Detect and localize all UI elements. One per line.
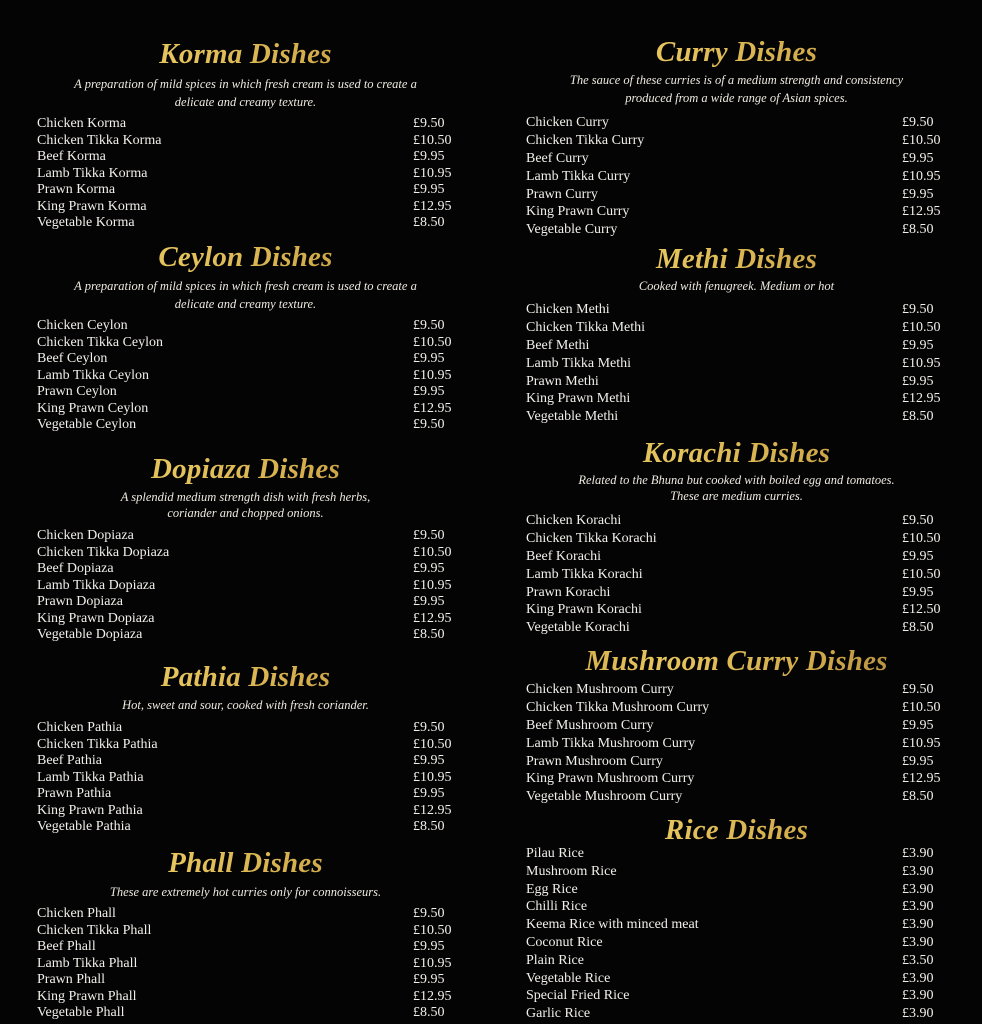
dish-row bbox=[0, 199, 491, 216]
dish-row bbox=[0, 417, 491, 434]
dish-row bbox=[491, 952, 982, 970]
dish-price: £9.50 bbox=[902, 682, 934, 697]
dish-row bbox=[491, 619, 982, 637]
dish-name: Prawn Curry bbox=[526, 186, 598, 202]
dish-price: £12.95 bbox=[902, 204, 941, 220]
dish-price: £9.50 bbox=[413, 116, 445, 131]
dish-name: Lamb Tikka Pathia bbox=[37, 769, 144, 785]
dish-name: Chicken Tikka Dopiaza bbox=[37, 544, 170, 560]
dish-price: £3.90 bbox=[902, 988, 934, 1004]
dish-row bbox=[491, 203, 982, 221]
dish-price: £12.95 bbox=[413, 802, 452, 818]
dish-row bbox=[0, 401, 491, 418]
dish-price: £8.50 bbox=[413, 819, 445, 834]
dish-price: £10.50 bbox=[413, 736, 452, 752]
section-title: Ceylon Dishes bbox=[0, 241, 491, 273]
section-description: A preparation of mild spices in which fresh cream is used to create a delicate and creamy texture. bbox=[74, 279, 417, 311]
dish-row bbox=[491, 512, 982, 530]
dish-row bbox=[491, 735, 982, 753]
dish-list bbox=[0, 116, 491, 232]
dish-price: £10.95 bbox=[902, 735, 941, 751]
dish-row bbox=[491, 881, 982, 899]
dish-row bbox=[491, 584, 982, 602]
dish-row bbox=[0, 335, 491, 352]
dish-name: King Prawn Korma bbox=[37, 198, 147, 214]
dish-price: £10.50 bbox=[902, 699, 941, 715]
dish-price: £10.50 bbox=[902, 530, 941, 546]
dish-name: Vegetable Dopiaza bbox=[37, 627, 143, 642]
dish-name: Chicken Tikka Korma bbox=[37, 132, 162, 148]
dish-row bbox=[0, 528, 491, 545]
dish-name: King Prawn Curry bbox=[526, 204, 630, 220]
dish-price: £12.50 bbox=[902, 602, 941, 618]
dish-name: Chicken Korma bbox=[37, 116, 127, 131]
dish-row bbox=[491, 681, 982, 699]
section-description: Cooked with fenugreek. Medium or hot bbox=[638, 279, 835, 293]
dish-price: £9.95 bbox=[413, 594, 445, 609]
dish-name: Plain Rice bbox=[526, 952, 584, 968]
section-title: Mushroom Curry Dishes bbox=[491, 645, 982, 677]
dish-row bbox=[491, 753, 982, 771]
dish-row bbox=[491, 530, 982, 548]
dish-name: Beef Curry bbox=[526, 150, 589, 166]
dish-name: Chicken Dopiaza bbox=[37, 528, 134, 543]
dish-price: £9.50 bbox=[413, 720, 445, 735]
dish-row bbox=[491, 150, 982, 168]
dish-name: Chicken Mushroom Curry bbox=[526, 682, 674, 697]
dish-price: £8.50 bbox=[902, 409, 934, 425]
dish-row bbox=[491, 845, 982, 863]
dish-price: £12.95 bbox=[413, 988, 452, 1004]
dish-price: £9.95 bbox=[902, 373, 934, 389]
dish-name: Prawn Korachi bbox=[526, 584, 611, 600]
dish-name: Lamb Tikka Methi bbox=[526, 355, 632, 371]
dish-list bbox=[0, 906, 491, 1022]
dish-row bbox=[0, 770, 491, 787]
dish-name: Chicken Tikka Pathia bbox=[37, 736, 158, 752]
dish-price: £9.50 bbox=[413, 318, 445, 333]
dish-price: £12.95 bbox=[902, 391, 941, 407]
dish-name: Prawn Dopiaza bbox=[37, 594, 123, 609]
dish-name: Lamb Tikka Dopiaza bbox=[37, 577, 156, 593]
dish-price: £9.95 bbox=[413, 351, 445, 366]
dish-name: Beef Korachi bbox=[526, 548, 602, 564]
dish-price: £3.90 bbox=[902, 846, 934, 861]
menu-section-pathia bbox=[0, 661, 491, 841]
dish-price: £9.50 bbox=[413, 906, 445, 921]
dish-name: Beef Ceylon bbox=[37, 351, 108, 366]
dish-name: Vegetable Korachi bbox=[526, 620, 630, 636]
dish-name: Beef Mushroom Curry bbox=[526, 717, 654, 733]
section-title: Methi Dishes bbox=[491, 243, 982, 275]
dish-list bbox=[491, 681, 982, 806]
dish-price: £8.50 bbox=[413, 1005, 445, 1020]
dish-name: King Prawn Ceylon bbox=[37, 400, 149, 416]
dish-name: King Prawn Methi bbox=[526, 391, 631, 407]
dish-row bbox=[491, 548, 982, 566]
section-title: Curry Dishes bbox=[491, 36, 982, 68]
dish-name: Egg Rice bbox=[526, 881, 578, 897]
dish-row bbox=[491, 916, 982, 934]
dish-price: £3.90 bbox=[902, 917, 934, 933]
dish-row bbox=[0, 545, 491, 562]
dish-row bbox=[0, 594, 491, 611]
menu-section-korma bbox=[0, 38, 491, 238]
dish-row bbox=[0, 737, 491, 754]
dish-price: £3.90 bbox=[902, 899, 934, 915]
menu-section-korachi bbox=[491, 437, 982, 637]
dish-price: £9.95 bbox=[902, 150, 934, 166]
dish-price: £9.95 bbox=[902, 717, 934, 733]
dish-row bbox=[0, 906, 491, 923]
dish-name: Vegetable Phall bbox=[37, 1005, 125, 1020]
dish-name: Lamb Tikka Curry bbox=[526, 168, 631, 184]
dish-name: Vegetable Ceylon bbox=[37, 417, 137, 432]
dish-row bbox=[491, 987, 982, 1005]
dish-name: Vegetable Rice bbox=[526, 970, 611, 986]
section-title: Korma Dishes bbox=[0, 38, 491, 70]
dish-name: Chicken Methi bbox=[526, 302, 610, 317]
dish-list bbox=[491, 114, 982, 239]
dish-row bbox=[491, 168, 982, 186]
dish-price: £9.95 bbox=[413, 561, 445, 576]
dish-row bbox=[0, 318, 491, 335]
section-title: Rice Dishes bbox=[491, 814, 982, 846]
dish-row bbox=[491, 566, 982, 584]
dish-price: £9.95 bbox=[413, 786, 445, 801]
dish-row bbox=[491, 770, 982, 788]
section-description: A splendid medium strength dish with fresh herbs, coriander and chopped onions. bbox=[120, 490, 371, 520]
dish-name: Coconut Rice bbox=[526, 934, 603, 950]
dish-price: £10.95 bbox=[902, 355, 941, 371]
dish-name: Chicken Tikka Phall bbox=[37, 922, 152, 938]
dish-price: £3.50 bbox=[902, 952, 934, 968]
dish-row bbox=[0, 786, 491, 803]
section-description: Related to the Bhuna but cooked with boiled egg and tomatoes. These are medium curries. bbox=[578, 473, 895, 503]
dish-price: £3.90 bbox=[902, 970, 934, 986]
dish-price: £10.95 bbox=[413, 577, 452, 593]
section-title: Phall Dishes bbox=[0, 847, 491, 879]
dish-row bbox=[491, 373, 982, 391]
dish-row bbox=[491, 114, 982, 132]
dish-price: £10.95 bbox=[413, 165, 452, 181]
dish-name: Beef Pathia bbox=[37, 753, 102, 768]
dish-price: £9.95 bbox=[413, 182, 445, 197]
dish-name: Prawn Methi bbox=[526, 373, 599, 389]
dish-price: £9.95 bbox=[902, 753, 934, 769]
dish-row bbox=[0, 368, 491, 385]
dish-row bbox=[491, 788, 982, 806]
dish-name: Vegetable Pathia bbox=[37, 819, 131, 834]
dish-name: Pilau Rice bbox=[526, 846, 584, 861]
dish-price: £9.95 bbox=[413, 384, 445, 399]
dish-price: £10.50 bbox=[902, 132, 941, 148]
dish-row bbox=[0, 819, 491, 836]
menu-section-ceylon bbox=[0, 241, 491, 441]
dish-row bbox=[491, 186, 982, 204]
dish-price: £10.50 bbox=[902, 319, 941, 335]
dish-name: Beef Korma bbox=[37, 149, 106, 164]
dish-row bbox=[491, 863, 982, 881]
dish-row bbox=[491, 717, 982, 735]
dish-list bbox=[491, 845, 982, 1023]
dish-name: Garlic Rice bbox=[526, 1006, 591, 1022]
dish-list bbox=[0, 318, 491, 434]
dish-row bbox=[491, 934, 982, 952]
dish-row bbox=[491, 301, 982, 319]
dish-price: £9.50 bbox=[413, 528, 445, 543]
dish-name: Vegetable Korma bbox=[37, 215, 135, 230]
dish-row bbox=[0, 182, 491, 199]
dish-row bbox=[491, 221, 982, 239]
dish-price: £8.50 bbox=[902, 789, 934, 805]
dish-name: King Prawn Pathia bbox=[37, 802, 143, 818]
dish-row bbox=[491, 970, 982, 988]
dish-name: King Prawn Korachi bbox=[526, 602, 642, 618]
dish-name: Prawn Korma bbox=[37, 182, 116, 197]
dish-name: Prawn Phall bbox=[37, 972, 106, 987]
dish-price: £12.95 bbox=[413, 610, 452, 626]
section-title: Korachi Dishes bbox=[491, 437, 982, 469]
dish-name: Mushroom Rice bbox=[526, 863, 617, 879]
section-title: Pathia Dishes bbox=[0, 661, 491, 693]
menu-section-mushroom-curry bbox=[491, 645, 982, 815]
dish-name: Chicken Tikka Mushroom Curry bbox=[526, 699, 710, 715]
dish-row bbox=[0, 753, 491, 770]
section-description: These are extremely hot curries only for connoisseurs. bbox=[109, 885, 382, 899]
dish-price: £9.95 bbox=[902, 548, 934, 564]
dish-row bbox=[0, 133, 491, 150]
dish-price: £9.95 bbox=[902, 337, 934, 353]
dish-row bbox=[491, 132, 982, 150]
dish-name: Chicken Korachi bbox=[526, 513, 622, 528]
dish-price: £10.50 bbox=[413, 544, 452, 560]
dish-row bbox=[491, 699, 982, 717]
dish-price: £10.95 bbox=[413, 955, 452, 971]
dish-name: Chicken Curry bbox=[526, 115, 609, 130]
dish-price: £9.50 bbox=[902, 115, 934, 130]
dish-price: £12.95 bbox=[902, 771, 941, 787]
dish-name: Vegetable Mushroom Curry bbox=[526, 789, 683, 805]
dish-row bbox=[0, 923, 491, 940]
dish-list bbox=[0, 720, 491, 836]
dish-price: £9.50 bbox=[413, 417, 445, 432]
dish-price: £9.50 bbox=[902, 302, 934, 317]
dish-name: Beef Methi bbox=[526, 337, 590, 353]
menu-section-methi bbox=[491, 243, 982, 433]
dish-row bbox=[0, 166, 491, 183]
dish-row bbox=[0, 939, 491, 956]
dish-row bbox=[491, 390, 982, 408]
dish-price: £3.90 bbox=[902, 934, 934, 950]
dish-price: £9.95 bbox=[902, 186, 934, 202]
dish-price: £8.50 bbox=[902, 620, 934, 636]
dish-row bbox=[0, 384, 491, 401]
dish-price: £12.95 bbox=[413, 198, 452, 214]
dish-price: £9.95 bbox=[413, 149, 445, 164]
dish-name: Chicken Tikka Korachi bbox=[526, 530, 657, 546]
dish-price: £3.90 bbox=[902, 1006, 934, 1022]
dish-price: £8.50 bbox=[902, 222, 934, 238]
dish-name: Chilli Rice bbox=[526, 899, 588, 915]
dish-row bbox=[0, 351, 491, 368]
dish-name: Chicken Tikka Ceylon bbox=[37, 334, 164, 350]
dish-row bbox=[0, 989, 491, 1006]
dish-name: Keema Rice with minced meat bbox=[526, 917, 699, 933]
section-title: Dopiaza Dishes bbox=[0, 453, 491, 485]
dish-price: £10.50 bbox=[413, 922, 452, 938]
dish-row bbox=[0, 611, 491, 628]
dish-name: Lamb Tikka Korma bbox=[37, 165, 148, 181]
dish-price: £9.95 bbox=[902, 584, 934, 600]
dish-row bbox=[0, 972, 491, 989]
dish-row bbox=[0, 627, 491, 644]
dish-price: £3.90 bbox=[902, 881, 934, 897]
dish-name: Chicken Pathia bbox=[37, 720, 123, 735]
dish-price: £10.50 bbox=[413, 334, 452, 350]
dish-name: Chicken Tikka Curry bbox=[526, 132, 645, 148]
dish-price: £12.95 bbox=[413, 400, 452, 416]
dish-name: Lamb Tikka Mushroom Curry bbox=[526, 735, 696, 751]
dish-price: £10.50 bbox=[902, 566, 941, 582]
dish-row bbox=[491, 337, 982, 355]
dish-price: £9.95 bbox=[413, 972, 445, 987]
dish-price: £10.50 bbox=[413, 132, 452, 148]
dish-price: £3.90 bbox=[902, 863, 934, 879]
dish-price: £8.50 bbox=[413, 627, 445, 642]
section-description: The sauce of these curries is of a medium strength and consistency produced from a wide range of Asian spices. bbox=[569, 73, 904, 105]
dish-row bbox=[0, 720, 491, 737]
section-description: A preparation of mild spices in which fresh cream is used to create a delicate and creamy texture. bbox=[74, 77, 417, 109]
dish-name: Vegetable Curry bbox=[526, 222, 618, 238]
dish-price: £8.50 bbox=[413, 215, 445, 230]
dish-name: King Prawn Phall bbox=[37, 988, 137, 1004]
dish-price: £10.95 bbox=[902, 168, 941, 184]
dish-name: Prawn Pathia bbox=[37, 786, 112, 801]
dish-name: Beef Dopiaza bbox=[37, 561, 114, 576]
menu-section-curry bbox=[491, 36, 982, 241]
dish-name: Lamb Tikka Ceylon bbox=[37, 367, 150, 383]
dish-row bbox=[0, 956, 491, 973]
dish-row bbox=[0, 561, 491, 578]
menu-section-rice bbox=[491, 814, 982, 1024]
dish-price: £9.95 bbox=[413, 753, 445, 768]
dish-row bbox=[491, 1005, 982, 1023]
dish-name: Lamb Tikka Phall bbox=[37, 955, 138, 971]
dish-name: King Prawn Mushroom Curry bbox=[526, 771, 695, 787]
dish-name: Beef Phall bbox=[37, 939, 96, 954]
dish-name: Lamb Tikka Korachi bbox=[526, 566, 643, 582]
dish-price: £9.50 bbox=[902, 513, 934, 528]
menu-section-dopiaza bbox=[0, 453, 491, 653]
dish-name: Prawn Ceylon bbox=[37, 384, 117, 399]
dish-list bbox=[491, 301, 982, 426]
dish-name: Chicken Ceylon bbox=[37, 318, 128, 333]
dish-row bbox=[491, 319, 982, 337]
dish-price: £9.95 bbox=[413, 939, 445, 954]
dish-row bbox=[491, 601, 982, 619]
dish-price: £10.95 bbox=[413, 367, 452, 383]
dish-list bbox=[0, 528, 491, 644]
dish-row bbox=[0, 803, 491, 820]
dish-price: £10.95 bbox=[413, 769, 452, 785]
dish-list bbox=[491, 512, 982, 637]
dish-row bbox=[0, 1005, 491, 1022]
dish-row bbox=[0, 149, 491, 166]
dish-row bbox=[0, 215, 491, 232]
dish-row bbox=[491, 898, 982, 916]
section-description: Hot, sweet and sour, cooked with fresh coriander. bbox=[122, 698, 369, 712]
dish-name: Vegetable Methi bbox=[526, 409, 619, 425]
dish-name: Prawn Mushroom Curry bbox=[526, 753, 663, 769]
dish-row bbox=[0, 116, 491, 133]
dish-name: Chicken Phall bbox=[37, 906, 116, 921]
dish-name: King Prawn Dopiaza bbox=[37, 610, 155, 626]
menu-section-phall bbox=[0, 847, 491, 1024]
dish-row bbox=[491, 355, 982, 373]
dish-name: Chicken Tikka Methi bbox=[526, 319, 646, 335]
dish-row bbox=[491, 408, 982, 426]
dish-row bbox=[0, 578, 491, 595]
dish-name: Special Fried Rice bbox=[526, 988, 630, 1004]
